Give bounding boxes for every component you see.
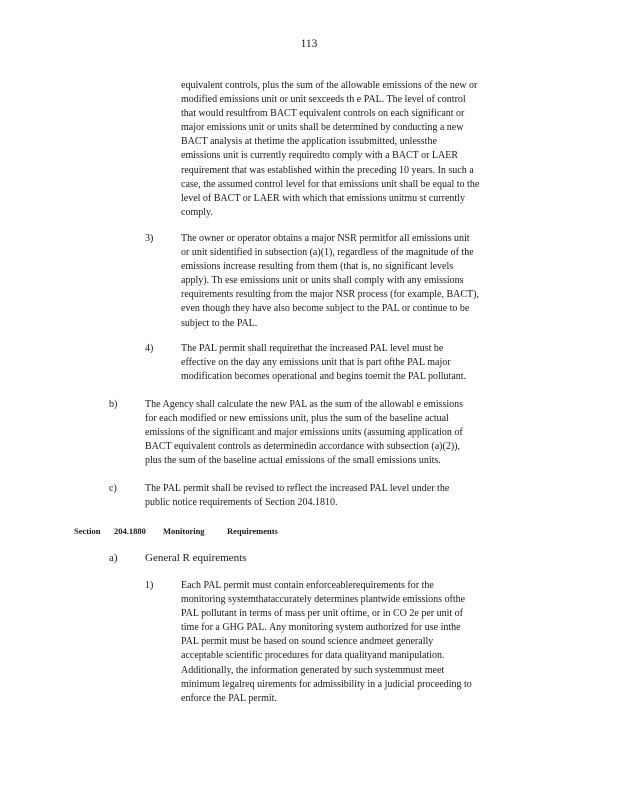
text-line: emissions increase resulting from them (that is, no significant levels	[181, 261, 454, 273]
text-line: BACT analysis at thetime the application issubmitted, unlessthe	[181, 136, 437, 148]
text-line: even though they have also become subject to the PAL or continue to be	[181, 303, 470, 315]
text-line: Each PAL permit must contain enforceablerequirements for the	[181, 580, 434, 591]
text-line: or unit sidentified in subsection (a)(1), regardless of the magnitude of the	[181, 247, 474, 259]
text-line: enforce the PAL permit.	[181, 692, 277, 704]
section-title-part-1: Monitoring	[163, 526, 205, 536]
section-word: Section	[74, 526, 101, 536]
text-line: emissions of the significant and major emissions units (assuming application of	[145, 427, 463, 439]
text-line: The PAL permit shall requirethat the increased PAL level must be	[181, 343, 444, 354]
text-line: that would resultfrom BACT equivalent controls on each significant or	[181, 108, 465, 120]
text-line: minimum legalreq uirements for admissibility in a judicial proceeding to	[181, 678, 472, 690]
item-c-label: c)	[109, 483, 117, 494]
text-line: acceptable scientific procedures for data qualityand manipulation.	[181, 650, 445, 662]
text-line: requirements resulting from the major NSR process (for example, BACT),	[181, 289, 479, 301]
text-line: level of BACT or LAER with which that emissions unitmu st currently	[181, 192, 465, 204]
text-line: Additionally, the information generated by such systemmust meet	[181, 664, 445, 676]
continued-paragraph	[181, 79, 479, 220]
item-1-label: 1)	[145, 580, 154, 591]
text-line: modification becomes operational and begins toemit the PAL pollutant.	[181, 371, 467, 383]
item-4-label: 4)	[145, 343, 154, 354]
item-3-label: 3)	[145, 233, 154, 244]
subsection-a-title: General R equirements	[145, 552, 247, 564]
item-b-paragraph	[145, 398, 463, 468]
section-title-part-2: Requirements	[227, 526, 278, 536]
text-line: The owner or operator obtains a major NSR permitfor all emissions unit	[181, 233, 470, 244]
text-line: requirement that was established within the preceding 10 years. In such a	[181, 164, 474, 176]
text-line: case, the assumed control level for that emissions unit shall be equal to the	[181, 178, 480, 190]
text-line: time for a GHG PAL. Any monitoring system authorized for use inthe	[181, 622, 461, 634]
item-3-paragraph	[181, 232, 479, 331]
item-c-paragraph	[145, 482, 449, 510]
text-line: major emissions unit or units shall be determined by conducting a new	[181, 122, 464, 134]
text-line: comply.	[181, 206, 213, 218]
item-4-paragraph	[181, 342, 466, 384]
text-line: apply). Th ese emissions unit or units shall comply with any emissions	[181, 275, 464, 287]
text-line: The PAL permit shall be revised to reflect the increased PAL level under the	[145, 483, 450, 494]
text-line: monitoring systemthataccurately determines plantwide emissions ofthe	[181, 594, 466, 606]
text-line: plus the sum of the baseline actual emissions of the small emissions units.	[145, 455, 441, 467]
text-line: effective on the day any emissions unit that is part ofthe PAL major	[181, 357, 451, 369]
text-line: PAL pollutant in terms of mass per unit oftime, or in CO 2e per unit of	[181, 608, 464, 620]
text-line: subject to the PAL.	[181, 317, 258, 329]
section-number: 204.1880	[114, 526, 146, 536]
text-line: public notice requirements of Section 204.1810.	[145, 497, 338, 509]
text-line: PAL permit must be based on sound science andmeet generally	[181, 636, 434, 648]
page-number: 113	[300, 38, 318, 50]
text-line: for each modified or new emissions unit, plus the sum of the baseline actual	[145, 413, 449, 425]
item-b-label: b)	[109, 399, 118, 410]
text-line: emissions unit is currently requiredto comply with a BACT or LAER	[181, 150, 459, 162]
text-line: modified emissions unit or unit sexceeds th e PAL. The level of control	[181, 94, 466, 106]
text-line: equivalent controls, plus the sum of the allowable emissions of the new or	[181, 80, 478, 91]
item-1-paragraph	[181, 579, 472, 706]
text-line: BACT equivalent controls as determinedin accordance with subsection (a)(2)),	[145, 441, 460, 453]
subsection-a-label: a)	[109, 552, 118, 564]
text-line: The Agency shall calculate the new PAL as the sum of the allowabl e emissions	[145, 399, 464, 410]
